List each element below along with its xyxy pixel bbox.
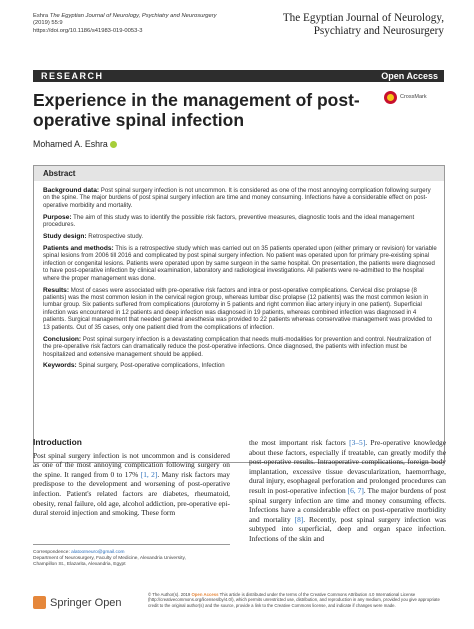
abstract-keywords (43, 362, 438, 369)
purpose-label: Purpose: (43, 213, 72, 221)
correspondence-label: Correspondence: (33, 550, 72, 555)
design-label: Study design: (43, 233, 87, 241)
abstract-results (43, 287, 438, 332)
journal-name (283, 12, 444, 38)
abstract-heading: Abstract (43, 169, 76, 178)
background-label: Background data: (43, 187, 100, 194)
intro-paragraph-right (249, 438, 446, 544)
abstract-design (43, 233, 438, 240)
intro-left-text-a: Post spinal surgery infection is not uncommon and is considered as one of the most annoying complication following surgery on the spine. It ranged from 0 to 17% (33, 450, 230, 479)
intro-right-text-c: . The major burdens of post spinal surgery infection are time and money consuming effects. Infections have a considerable effect on post-operative morbidity and mortality (249, 485, 446, 524)
intro-left-column (33, 438, 230, 518)
citation-link[interactable]: [8] (294, 514, 304, 524)
intro-heading: Introduction (33, 437, 82, 447)
intro-right-text-b: . Pre-operative knowledge about these factors, especially if treatable, can greatly modify the post-operative results. Intraoperative complications, foreign body implantation, excessive tissue devascularization, haemorrhage, dural injury, esophageal perforation and prolonged procedures can result in post-operative infection (249, 438, 447, 495)
methods-label: Patients and methods: (43, 244, 114, 252)
results-text: Most of cases were associated with pre-operative risk factors and intra or post-operative complications. Cervical disc prolapse (8 patients) was the most common lesion in the cervical region group, whereas lumbar disc prolapse (12 patients) was the most common lesion in lumbar group. Six patients suffered from complications (durotomy in 5 patients and right common iliac artery injury in one patient). Superficial infection was encountered in 12 patients and deep infection was diagnosed in 19 patients, whereas combined infection was diagnosed in 4 patients. Surgical management that needed general anesthesia was provided to 22 patients whereas conservative management was provided to 13 patients. Out of 35 cases, only one patient died from the complications of infection. (43, 286, 433, 331)
open-access-label: Open Access (381, 71, 438, 81)
affiliation-line1: Department of Neurosurgery, Faculty of Medicine, Alexandria University, (33, 556, 186, 561)
intro-left-text-b: . Many risk factors may predispose to the development and worsening of post-operative infection. Patient's related factors are diabetes, rheumatoid, obesity, renal failure, old age, alcohol addiction, pre-operative epi-dural steroid injection and smoking. These form (33, 469, 230, 518)
license-open-access: Open Access (191, 592, 219, 597)
publisher-logo (33, 596, 122, 609)
citation-year-volume: (2019) 55:9 (33, 20, 63, 27)
citation-link[interactable]: [6, 7] (347, 485, 364, 495)
author-name: Mohamed A. Eshra (33, 139, 108, 149)
abstract-box (33, 165, 445, 463)
article-type-label: RESEARCH (41, 71, 104, 81)
affiliation-line2: Champillon St., Elazarita, Alexandria, Egypt (33, 562, 126, 567)
purpose-text: The aim of this study was to identify the possible risk factors, preventive measures, diagnostic tools and the ideal management procedures. (43, 213, 415, 229)
crossmark-icon (384, 91, 397, 104)
intro-right-column (249, 438, 446, 544)
conclusion-label: Conclusion: (43, 335, 82, 343)
doi-link[interactable]: https://doi.org/10.1186/s41983-019-0053-3 (33, 27, 143, 34)
design-text: Retrospective study. (86, 233, 144, 241)
keywords-text: Spinal surgery, Post-operative complications, Infection (76, 362, 225, 370)
article-type-bar (33, 70, 444, 82)
abstract-conclusion (43, 336, 438, 358)
abstract-methods (43, 245, 438, 282)
abstract-header (34, 166, 444, 181)
abstract-background (43, 187, 438, 209)
crossmark-text: CrossMark (400, 94, 427, 100)
crossmark-badge[interactable] (384, 89, 444, 105)
orcid-icon[interactable] (110, 141, 117, 148)
citation-author: Eshra (33, 13, 49, 19)
journal-name-line1: The Egyptian Journal of Neurology, (282, 12, 444, 24)
springer-horse-icon (33, 596, 46, 609)
citation-link[interactable]: [3–5] (349, 438, 366, 447)
keywords-label: Keywords: (43, 362, 77, 370)
intro-paragraph-left (33, 451, 230, 518)
correspondence-note (33, 544, 230, 568)
correspondence-email[interactable]: alatooIneuro@gmail.com (71, 550, 125, 555)
copyright-text: © The Author(s). 2019 (148, 592, 192, 597)
license-notice (148, 592, 445, 608)
abstract-body (43, 187, 438, 374)
intro-right-text-a: the most important risk factors (249, 438, 350, 447)
conclusion-text: Post spinal surgery infection is a devastating complication that needs multi-modalities for prevention and control. Neutralization of the pre-operative risk factors can dramatically reduce the post-operative infections. Once diagnosed, the patients with infection must be hospitalized and extensive management should be applied. (43, 335, 432, 358)
abstract-purpose (43, 214, 438, 229)
citation-journal: The Egyptian Journal of Neurology, Psychiatry and Neurosurgery (49, 13, 217, 19)
intro-right-text-d: . Recently, post spinal surgery infection was subtyped into superficial, deep and organ space infection. Infections of the skin and (249, 514, 446, 543)
citation-link[interactable]: [1, 2] (140, 469, 158, 479)
background-text: Post spinal surgery infection is not uncommon. It is considered as one of the most annoying complication following surgery on the spine. The major burdens of post spinal surgery infection are time and money consuming. Infections have a considerable effect on post-operative morbidity and mortality. (43, 187, 431, 209)
journal-name-line2: Psychiatry and Neurosurgery (313, 25, 444, 37)
author-line (33, 139, 117, 149)
results-label: Results: (43, 286, 70, 294)
publisher-name: Springer Open (50, 596, 122, 609)
license-text: This article is distributed under the terms of the Creative Commons Attribution 4.0 International License (http://creativecommons.org/licenses/by/4.0/), which permits unrestricted use, distribution, and reproduction in any medium, provided you give appropriate credit to the original author(s) and the source, provide a link to the Creative Commons license, and indicate if changes were made. (148, 592, 440, 608)
article-title: Experience in the management of post-operative spinal infection (33, 90, 360, 130)
methods-text: This is a retrospective study which was carried out on 35 patients operated upon (either primary or revision) for variable spinal lesions from 2006 till 2016 and complicated by post spinal surgery infection. No patient was operated upon for primary pre-existing spinal infection or congenital lesions. Patients were operated upon by same surgeon in the same hospital. On presentation, the patients were diagnosed to have post-operative infection by clinical examination, laboratory and radiological investigations. All patients were re-admitted to the hospital where the proper management was done. (43, 244, 437, 282)
citation-header (33, 13, 263, 35)
